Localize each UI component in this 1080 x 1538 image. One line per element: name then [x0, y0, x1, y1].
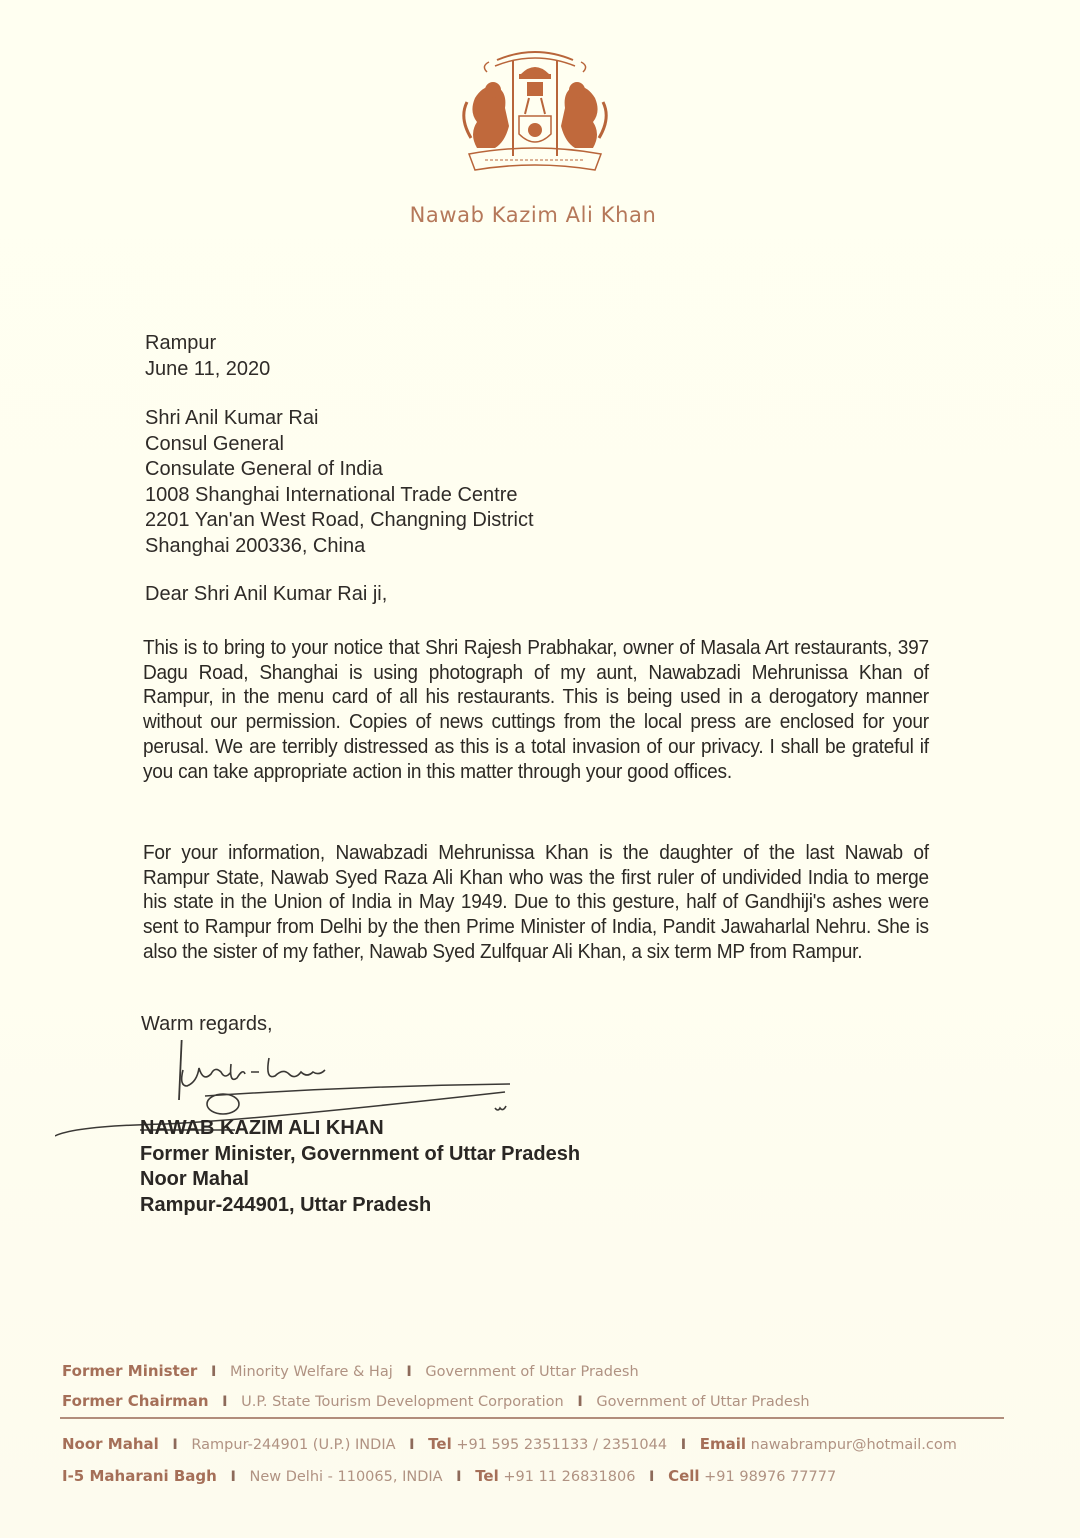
place-date-block — [145, 331, 270, 382]
signatory-name: NAWAB KAZIM ALI KHAN — [140, 1117, 384, 1139]
tel-number: +91 595 2351133 / 2351044 — [456, 1437, 668, 1453]
tel-number: +91 11 26831806 — [503, 1469, 636, 1485]
recipient-address — [145, 406, 534, 559]
closing: Warm regards, — [141, 1013, 273, 1035]
footer-label: Noor Mahal — [62, 1435, 159, 1453]
separator: I — [409, 1437, 415, 1453]
separator: I — [406, 1364, 412, 1380]
footer-label: Former Chairman — [62, 1392, 209, 1410]
royal-crest-icon — [455, 38, 615, 178]
body-paragraph: This is to bring to your notice that Shri Rajesh Prabhakar, owner of Masala Art restaurants, 397 Dagu Road, Shanghai is using photograph of my aunt, Nawabzadi Mehrunissa Khan of Rampur, in the menu card of all his restaurants. This is being used in a derogatory manner without our permission. Copies of news cuttings from the local press are enclosed for your perusal. We are terribly distressed as this is a total invasion of our privacy. I shall be grateful if you can take appropriate action in this matter through your good offices. — [143, 636, 929, 783]
cell-number: +91 98976 77777 — [704, 1469, 837, 1485]
recipient-name: Shri Anil Kumar Rai — [145, 407, 319, 429]
footer-text: Minority Welfare & Haj — [229, 1364, 393, 1380]
salutation: Dear Shri Anil Kumar Rai ji, — [145, 583, 388, 605]
footer-divider — [60, 1417, 1004, 1419]
footer-label: I-5 Maharani Bagh — [62, 1467, 217, 1485]
body-paragraph: For your information, Nawabzadi Mehrunissa Khan is the daughter of the last Nawab of Rampur State, Nawab Syed Raza Ali Khan who was the first ruler of undivided India to merge his state in the Union of India in May 1949. Due to this gesture, half of Gandhiji's ashes were sent to Rampur from Delhi by the then Prime Minister of India, Pandit Jawaharlal Nehru. She is also the sister of my father, Nawab Syed Zulfquar Ali Khan, a six term MP from Rampur. — [143, 841, 929, 963]
recipient-office: Consulate General of India — [145, 458, 383, 480]
recipient-title: Consul General — [145, 432, 284, 455]
tel-label: Tel — [475, 1467, 499, 1485]
footer-address: New Delhi - 110065, INDIA — [249, 1469, 443, 1485]
signatory-title: Former Minister, Government of Uttar Pradesh — [140, 1142, 581, 1165]
signatory-address-line1: Noor Mahal — [140, 1168, 249, 1190]
footer-label: Former Minister — [62, 1362, 198, 1380]
separator: I — [649, 1469, 655, 1485]
separator: I — [222, 1394, 228, 1410]
cell-label: Cell — [668, 1467, 700, 1485]
letter-place: Rampur — [145, 332, 217, 354]
footer-line-former-minister — [62, 1362, 639, 1380]
separator: I — [210, 1364, 217, 1380]
email-label: Email — [699, 1435, 747, 1453]
signatory-block — [140, 1116, 580, 1218]
tel-label: Tel — [428, 1435, 452, 1453]
signatory-address-line2: Rampur-244901, Uttar Pradesh — [140, 1193, 432, 1216]
separator: I — [577, 1394, 583, 1410]
letter-date: June 11, 2020 — [145, 357, 271, 380]
footer-line-rampur-address — [62, 1435, 957, 1453]
footer-address: Rampur-244901 (U.P.) INDIA — [191, 1437, 396, 1453]
letterhead-name: Nawab Kazim Ali Khan — [409, 203, 657, 227]
separator: I — [456, 1469, 462, 1485]
recipient-address-line: 2201 Yan'an West Road, Changning District — [145, 509, 534, 531]
footer-text: U.P. State Tourism Development Corporation — [241, 1394, 564, 1410]
separator: I — [680, 1437, 687, 1453]
footer-text: Government of Uttar Pradesh — [425, 1364, 639, 1380]
recipient-address-line: Shanghai 200336, China — [145, 534, 366, 557]
separator: I — [230, 1469, 236, 1485]
footer-line-delhi-address — [62, 1467, 836, 1485]
separator: I — [172, 1437, 178, 1453]
email-address[interactable]: nawabrampur@hotmail.com — [750, 1437, 957, 1453]
recipient-address-line: 1008 Shanghai International Trade Centre — [145, 483, 518, 506]
footer-line-former-chairman — [62, 1392, 810, 1410]
footer-text: Government of Uttar Pradesh — [596, 1394, 810, 1410]
